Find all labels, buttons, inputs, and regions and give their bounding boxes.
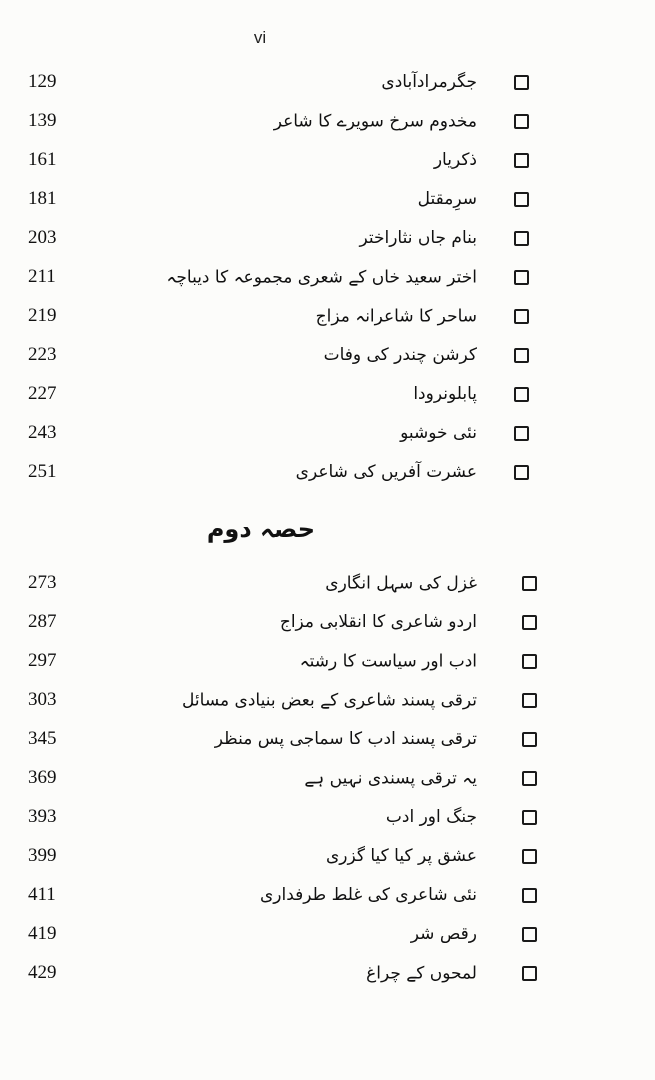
toc-entry[interactable] xyxy=(0,914,655,953)
toc-title: رقص شر xyxy=(410,923,477,944)
section-heading: حصہ دوم xyxy=(206,515,315,543)
toc-entry[interactable] xyxy=(0,218,655,257)
toc-title: جنگ اور ادب xyxy=(385,806,477,827)
toc-title: یہ ترقی پسندی نہیں ہے xyxy=(304,768,477,788)
checkbox-icon xyxy=(522,888,537,903)
toc-title: عشرت آفریں کی شاعری xyxy=(295,461,477,482)
toc-title: جگرمرادآبادی xyxy=(381,71,477,92)
checkbox-icon xyxy=(514,270,529,285)
toc-entry[interactable] xyxy=(0,758,655,797)
checkbox-icon xyxy=(514,192,529,207)
toc-entry[interactable] xyxy=(0,179,655,218)
toc-page-number: 139 xyxy=(28,109,57,131)
toc-entry[interactable] xyxy=(0,257,655,296)
toc-part-two xyxy=(0,563,655,992)
toc-entry[interactable] xyxy=(0,452,655,491)
checkbox-icon xyxy=(522,927,537,942)
checkbox-icon xyxy=(514,426,529,441)
toc-title: نئی خوشبو xyxy=(400,422,477,443)
toc-page-number: 393 xyxy=(28,805,57,827)
toc-title: نئی شاعری کی غلط طرفداری xyxy=(259,884,477,905)
toc-page-number: 345 xyxy=(28,727,57,749)
toc-title: ترقی پسند شاعری کے بعض بنیادی مسائل xyxy=(182,690,477,710)
toc-entry[interactable] xyxy=(0,797,655,836)
checkbox-icon xyxy=(522,615,537,630)
toc-page-number: 227 xyxy=(28,382,57,404)
checkbox-icon xyxy=(522,810,537,825)
toc-page-number: 223 xyxy=(28,343,57,365)
toc-entry[interactable] xyxy=(0,140,655,179)
toc-page-number: 219 xyxy=(28,304,57,326)
toc-title: اختر سعید خاں کے شعری مجموعہ کا دیباچہ xyxy=(166,267,477,287)
checkbox-icon xyxy=(514,309,529,324)
toc-page-number: 429 xyxy=(28,961,57,983)
checkbox-icon xyxy=(522,849,537,864)
toc-title: ادب اور سیاست کا رشتہ xyxy=(299,651,477,671)
toc-title: کرشن چندر کی وفات xyxy=(323,344,477,365)
checkbox-icon xyxy=(514,348,529,363)
toc-entry[interactable] xyxy=(0,953,655,992)
checkbox-icon xyxy=(522,732,537,747)
toc-page-number: 129 xyxy=(28,70,57,92)
toc-entry[interactable] xyxy=(0,374,655,413)
toc-title: سرِمقتل xyxy=(417,188,477,209)
toc-page-number: 297 xyxy=(28,649,57,671)
checkbox-icon xyxy=(522,771,537,786)
checkbox-icon xyxy=(514,114,529,129)
toc-entry[interactable] xyxy=(0,680,655,719)
checkbox-icon xyxy=(522,693,537,708)
toc-title: ساحر کا شاعرانہ مزاج xyxy=(315,306,477,326)
toc-entry[interactable] xyxy=(0,101,655,140)
checkbox-icon xyxy=(522,576,537,591)
toc-page-number: 303 xyxy=(28,688,57,710)
toc-entry[interactable] xyxy=(0,62,655,101)
toc-page-number: 181 xyxy=(28,187,57,209)
toc-entry[interactable] xyxy=(0,563,655,602)
toc-page-number: 161 xyxy=(28,148,57,170)
toc-title: عشق پر کیا کیا گزری xyxy=(325,845,477,866)
toc-title: بنام جاں نثاراختر xyxy=(359,227,477,248)
checkbox-icon xyxy=(522,654,537,669)
toc-page-number: 211 xyxy=(28,265,56,287)
toc-entry[interactable] xyxy=(0,719,655,758)
toc-title: غزل کی سہل انگاری xyxy=(325,573,477,593)
toc-page-number: 273 xyxy=(28,571,57,593)
toc-entry[interactable] xyxy=(0,836,655,875)
toc-page-number: 411 xyxy=(28,883,56,905)
toc-entry[interactable] xyxy=(0,413,655,452)
toc-page-number: 287 xyxy=(28,610,57,632)
toc-title: ترقی پسند ادب کا سماجی پس منظر xyxy=(214,728,477,749)
toc-title: لمحوں کے چراغ xyxy=(366,963,477,983)
checkbox-icon xyxy=(514,75,529,90)
toc-page-number: 243 xyxy=(28,421,57,443)
toc-title: اردو شاعری کا انقلابی مزاج xyxy=(279,611,477,632)
checkbox-icon xyxy=(514,153,529,168)
toc-entry[interactable] xyxy=(0,641,655,680)
checkbox-icon xyxy=(514,465,529,480)
toc-page-number: 203 xyxy=(28,226,57,248)
toc-page-number: 419 xyxy=(28,922,57,944)
checkbox-icon xyxy=(522,966,537,981)
toc-title: پابلونرودا xyxy=(413,383,477,404)
toc-entry[interactable] xyxy=(0,335,655,374)
toc-title: ذکریار xyxy=(433,149,477,170)
toc-entry[interactable] xyxy=(0,296,655,335)
toc-entry[interactable] xyxy=(0,875,655,914)
checkbox-icon xyxy=(514,387,529,402)
toc-page-number: 369 xyxy=(28,766,57,788)
toc-title: مخدوم سرخ سویرے کا شاعر xyxy=(273,111,477,131)
toc-page-number: 399 xyxy=(28,844,57,866)
toc-part-one xyxy=(0,62,655,491)
toc-entry[interactable] xyxy=(0,602,655,641)
page-number: vi xyxy=(253,28,267,47)
toc-page-number: 251 xyxy=(28,460,57,482)
checkbox-icon xyxy=(514,231,529,246)
